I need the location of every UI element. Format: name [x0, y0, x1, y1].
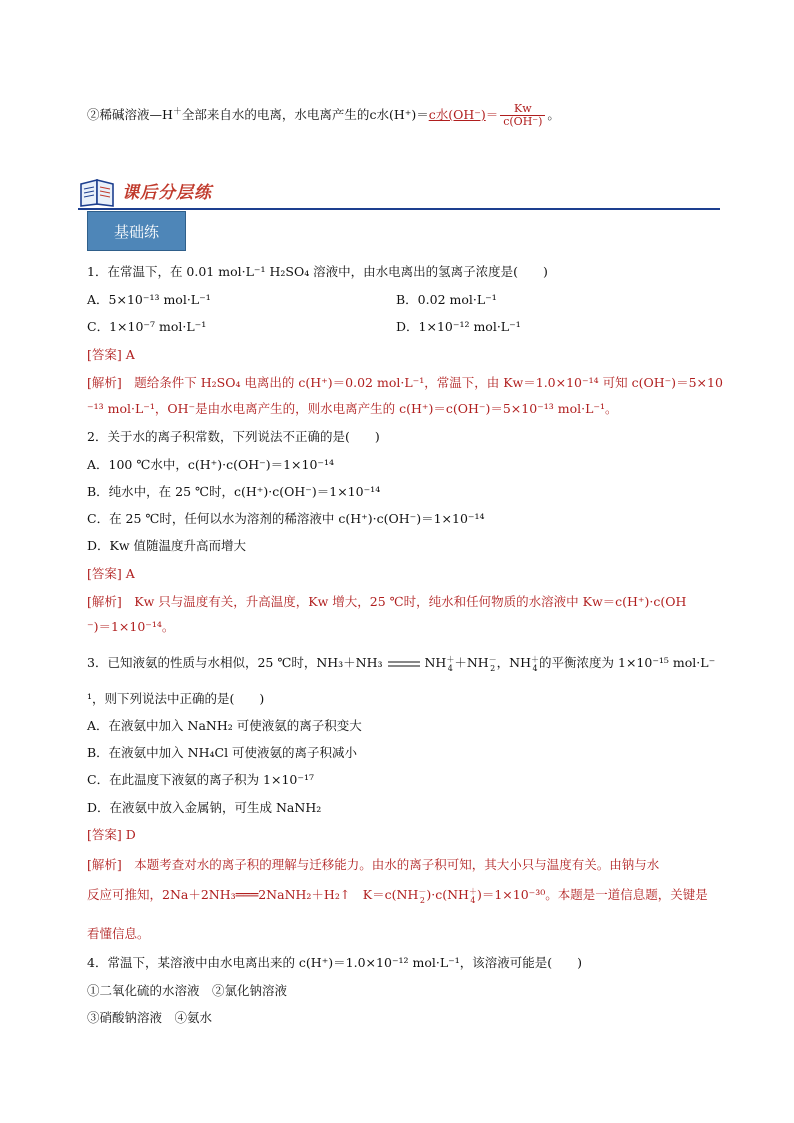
section-title: 课后分层练 — [122, 183, 212, 203]
q3-nh4-symbol: NH — [424, 655, 447, 670]
q2-answer: [答案] A — [87, 566, 135, 581]
q2-option-a: A．100 ℃水中，c(H⁺)·c(OH⁻)＝1×10⁻¹⁴ — [87, 457, 335, 472]
q4-options-line1: ①二氧化硫的水溶液 ②氯化钠溶液 — [87, 983, 288, 998]
section-header — [78, 174, 720, 210]
q2-analysis-line2: ⁻)＝1×10⁻¹⁴。 — [87, 619, 175, 634]
q2-stem: 2．关于水的离子积常数，下列说法不正确的是( ) — [87, 429, 380, 444]
top-line-prefix: ②稀碱溶液—H — [87, 107, 173, 122]
q2-option-b: B．纯水中，在 25 ℃时，c(H⁺)·c(OH⁻)＝1×10⁻¹⁴ — [87, 484, 381, 499]
tab-basic-practice[interactable]: 基础练 — [87, 211, 186, 251]
kw-numerator: Kw — [500, 103, 545, 116]
q3-analysis-line3: 看懂信息。 — [87, 926, 150, 941]
top-line-mid: 全部来自水的电离，水电离产生的 — [181, 107, 370, 122]
q2-option-c: C．在 25 ℃时，任何以水为溶剂的稀溶液中 c(H⁺)·c(OH⁻)＝1×10⁻¹⁴ — [87, 511, 485, 526]
kw-fraction — [500, 103, 545, 128]
equilibrium-arrow-icon — [387, 659, 421, 669]
top-c-water-oh: c水(OH⁻) — [428, 107, 486, 122]
top-c-water-h: c水(H⁺)＝ — [369, 107, 429, 122]
q3-option-c: C．在此温度下液氨的离子积为 1×10⁻¹⁷ — [87, 772, 314, 787]
q1-option-d: D．1×10⁻¹² mol·L⁻¹ — [396, 319, 521, 334]
q3-stem-line2: ¹，则下列说法中正确的是( ) — [87, 691, 265, 706]
q3-answer: [答案] D — [87, 827, 136, 842]
q3-option-d: D．在液氨中放入金属钠，可生成 NaNH₂ — [87, 800, 322, 815]
top-line-end: 。 — [547, 107, 560, 122]
q3-option-b: B．在液氨中加入 NH₄Cl 可使液氨的离子积减小 — [87, 745, 358, 760]
q3-stem-part1: 3．已知液氨的性质与水相似，25 ℃时，NH₃＋NH₃ — [87, 655, 383, 670]
q1-option-b: B．0.02 mol·L⁻¹ — [396, 292, 497, 307]
q2-option-d: D．Kw 值随温度升高而增大 — [87, 538, 247, 553]
q4-stem: 4．常温下，某溶液中由水电离出来的 c(H⁺)＝1.0×10⁻¹² mol·L⁻¹，该溶液可能是( ) — [87, 955, 583, 970]
q1-option-a: A．5×10⁻¹³ mol·L⁻¹ — [87, 292, 211, 307]
q3-option-a: A．在液氨中加入 NaNH₂ 可使液氨的离子积变大 — [87, 718, 362, 733]
q3-nh2-symbol: ＋NH — [454, 655, 489, 670]
q3-nh4-symbol-2: ，NH — [496, 655, 532, 670]
q1-option-c: C．1×10⁻⁷ mol·L⁻¹ — [87, 319, 207, 334]
q3-analysis-part2: )·c(NH — [426, 887, 469, 902]
top-formula-line: ②稀碱溶液—H＋全部来自水的电离，水电离产生的c水(H⁺)＝c水(OH⁻)＝ $\frac{Kw}{c(OH^-)}$ 。 — [87, 102, 560, 128]
book-icon — [78, 176, 118, 208]
q1-stem: 1．在常温下，在 0.01 mol·L⁻¹ H₂SO₄ 溶液中，由水电离出的氢离子浓度是( ) — [87, 264, 548, 279]
q3-stem-part5: 的平衡浓度为 1×10⁻¹⁵ mol·L⁻ — [539, 655, 716, 670]
section-divider — [78, 208, 720, 210]
q3-analysis-part1: 反应可推知，2Na＋2NH₃═══2NaNH₂＋H₂↑ K＝c(NH — [87, 887, 419, 902]
q2-analysis-line1: [解析] Kw 只与温度有关，升高温度，Kw 增大，25 ℃时，纯水和任何物质的水溶液中 Kw＝c(H⁺)·c(OH — [87, 594, 687, 609]
kw-denominator: c(OH⁻) — [503, 115, 543, 128]
q1-analysis-line1: [解析] 题给条件下 H₂SO₄ 电离出的 c(H⁺)＝0.02 mol·L⁻¹，常温下，由 Kw＝1.0×10⁻¹⁴ 可知 c(OH⁻)＝5×10 — [87, 375, 723, 390]
q3-analysis-line2: 反应可推知，2Na＋2NH₃═══2NaNH₂＋H₂↑ K＝c(NH － 2 )·c(NH ＋ 4 )＝1×10⁻³⁰。本题是一道信息题，关键是 — [87, 886, 708, 905]
q3-analysis-line1: [解析] 本题考查对水的离子积的理解与迁移能力。由水的离子积可知，其大小只与温度有关。由钠与水 — [87, 857, 660, 872]
q3-analysis-part3: )＝1×10⁻³⁰。本题是一道信息题，关键是 — [476, 887, 708, 902]
q1-analysis-line2: ⁻¹³ mol·L⁻¹，OH⁻是由水电离产生的，则水电离产生的 c(H⁺)＝c(OH⁻)＝5×10⁻¹³ mol·L⁻¹。 — [87, 401, 618, 416]
q1-answer: [答案] A — [87, 347, 135, 362]
q3-stem-line1: 3．已知液氨的性质与水相似，25 ℃时，NH₃＋NH₃ NH ＋ 4 ＋NH － 2 ，NH ＋ 4 的平衡浓度为 1×10⁻¹⁵ mol·L⁻ — [87, 654, 716, 673]
q4-options-line2: ③硝酸钠溶液 ④氨水 — [87, 1010, 213, 1025]
